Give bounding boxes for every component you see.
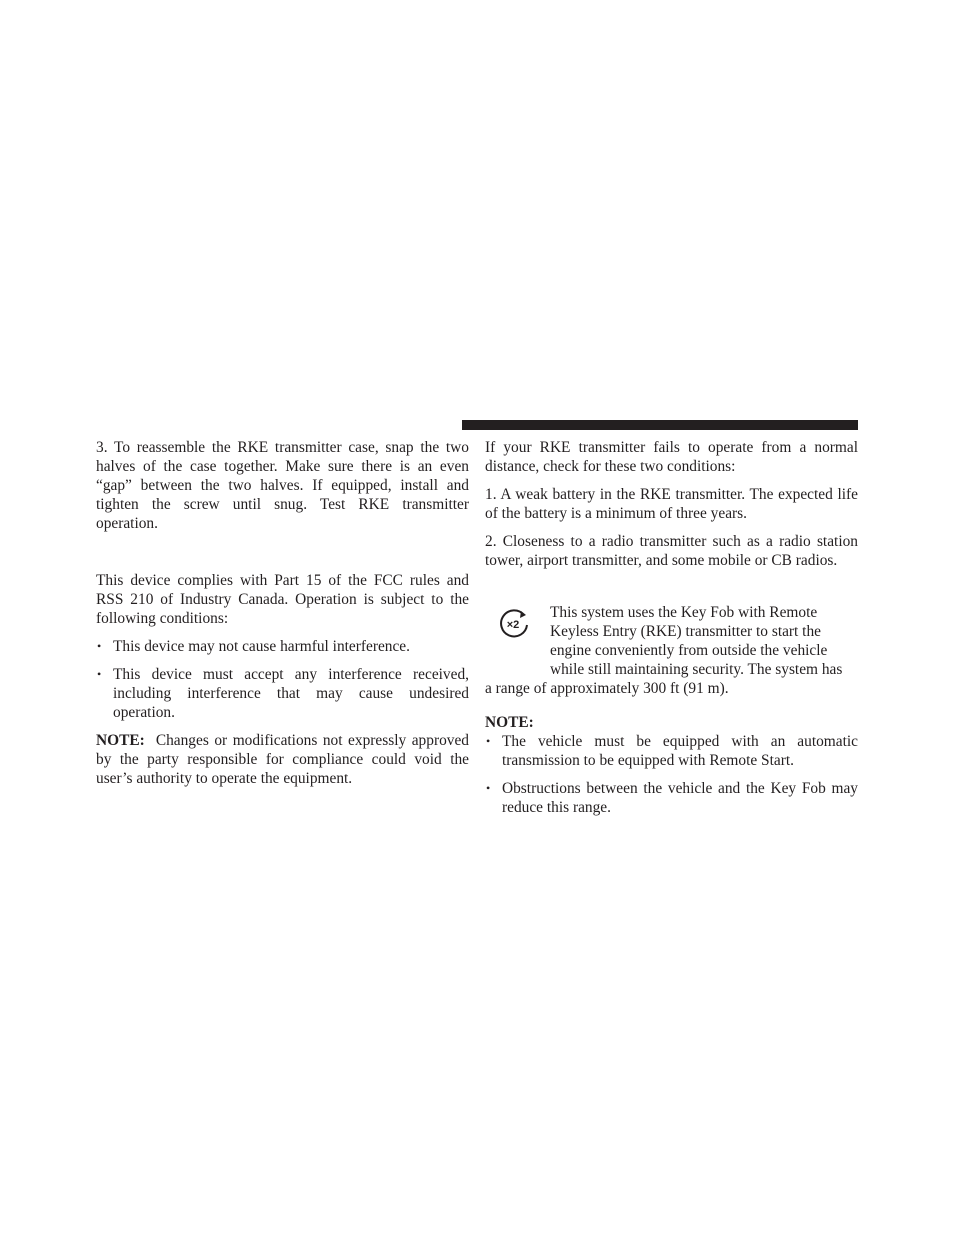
note-label: NOTE: xyxy=(96,732,145,749)
fcc-note xyxy=(96,731,469,788)
list-item: • This device may not cause harmful interference. xyxy=(96,637,469,656)
remote-line: a range of approximately 300 ft (91 m). xyxy=(485,680,729,697)
remote-icon-label: ×2 xyxy=(506,619,520,631)
note-heading: NOTE: xyxy=(485,714,534,731)
list-item: • The vehicle must be equipped with an automatic transmission to be equipped with Remote Start. xyxy=(485,732,858,770)
remote-start-notes-list xyxy=(485,732,858,817)
troubleshoot-intro: If your RKE transmitter fails to operate from a normal distance, check for these two conditions: xyxy=(485,439,858,475)
list-item: • Obstructions between the vehicle and the Key Fob may reduce this range. xyxy=(485,779,858,817)
remote-start-x2-icon xyxy=(497,608,531,640)
remote-line: Keyless Entry (RKE) transmitter to start the xyxy=(550,623,821,640)
fcc-compliance-paragraph: This device complies with Part 15 of the FCC rules and RSS 210 of Industry Canada. Operation is subject to the following conditions: xyxy=(96,572,469,627)
right-column xyxy=(485,438,858,817)
remote-line: This system uses the Key Fob with Remote xyxy=(550,604,818,621)
section-header-bar xyxy=(462,420,858,430)
remote-line: engine conveniently from outside the vehicle xyxy=(550,642,828,659)
note-text: Changes or modifications not expressly approved by the party responsible for compliance could void the user’s authority to operate the equipment. xyxy=(96,732,469,787)
fcc-conditions-list xyxy=(96,637,469,722)
condition-weak-battery: 1. A weak battery in the RKE transmitter. The expected life of the battery is a minimum of three years. xyxy=(485,486,858,522)
reassemble-step: 3. To reassemble the RKE transmitter case, snap the two halves of the case together. Make sure there is an even “gap” between the two halves. If equipped, install and tighten the screw until snug. Test RKE transmitter operation. xyxy=(96,439,469,532)
left-column xyxy=(96,438,469,788)
remote-start-text xyxy=(485,603,858,698)
remote-line: while still maintaining security. The system has xyxy=(550,661,843,678)
list-item: • This device must accept any interference received, including interference that may cause undesired operation. xyxy=(96,665,469,722)
remote-start-description xyxy=(485,603,858,698)
condition-radio-transmitter: 2. Closeness to a radio transmitter such as a radio station tower, airport transmitter, and some mobile or CB radios. xyxy=(485,533,858,569)
